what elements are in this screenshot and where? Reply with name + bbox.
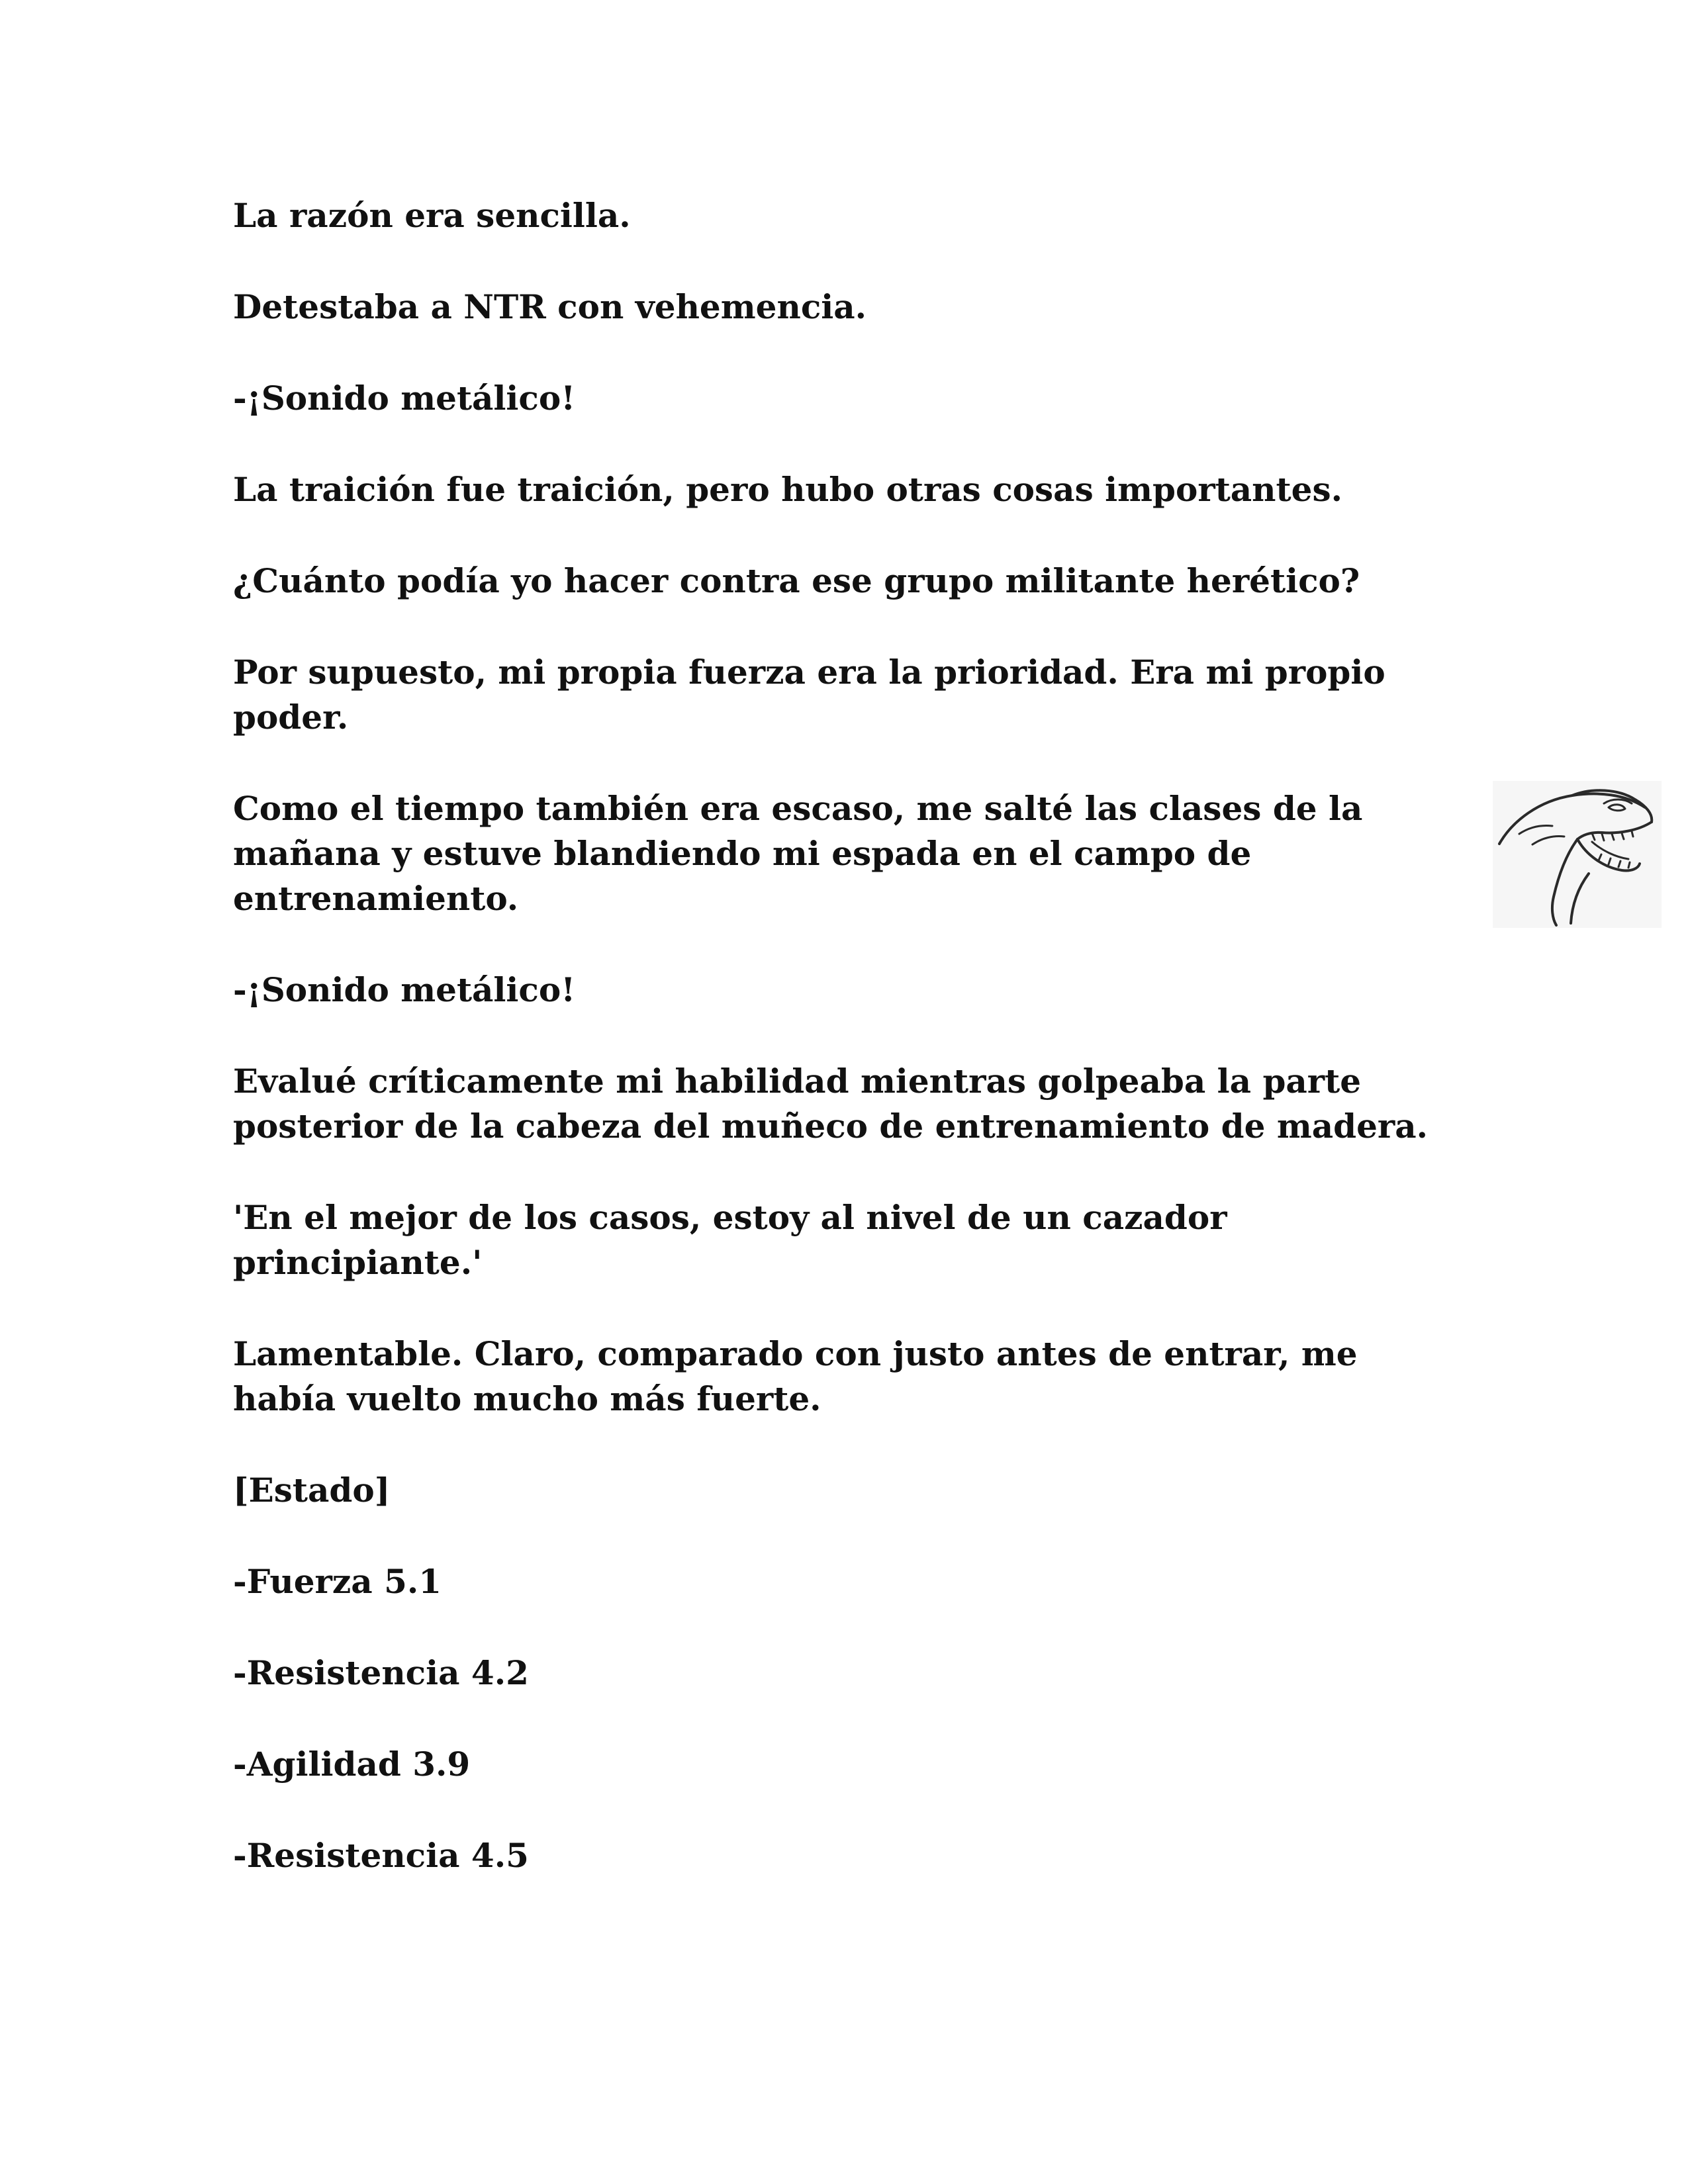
stat-line: -Agilidad 3.9	[233, 1745, 471, 1784]
paragraph: La traición fue traición, pero hubo otras cosas importantes.	[233, 470, 1343, 509]
paragraph: Por supuesto, mi propia fuerza era la prioridad. Era mi propio poder.	[233, 653, 1385, 737]
paragraph: Detestaba a NTR con vehemencia.	[233, 287, 867, 326]
paragraph: Lamentable. Claro, comparado con justo antes de entrar, me había vuelto mucho más fuerte.	[233, 1334, 1358, 1418]
document-body	[233, 193, 1458, 1925]
paragraph: 'En el mejor de los casos, estoy al nivel de un cazador principiante.'	[233, 1198, 1227, 1282]
dinosaur-head-icon	[1493, 781, 1662, 928]
paragraph: -¡Sonido metálico!	[233, 379, 576, 418]
paragraph: Evalué críticamente mi habilidad mientras golpeaba la parte posterior de la cabeza del muñeco de entrenamiento de madera.	[233, 1062, 1429, 1146]
paragraph: La razón era sencilla.	[233, 196, 631, 235]
status-heading: [Estado]	[233, 1471, 391, 1510]
stat-line: -Resistencia 4.5	[233, 1836, 529, 1875]
paragraph: ¿Cuánto podía yo hacer contra ese grupo militante herético?	[233, 561, 1360, 600]
stat-line: -Resistencia 4.2	[233, 1653, 529, 1692]
paragraph: -¡Sonido metálico!	[233, 970, 576, 1009]
paragraph: Como el tiempo también era escaso, me salté las clases de la mañana y estuve blandiendo mi espada en el campo de entrenamiento.	[233, 789, 1363, 918]
stat-line: -Fuerza 5.1	[233, 1562, 442, 1601]
